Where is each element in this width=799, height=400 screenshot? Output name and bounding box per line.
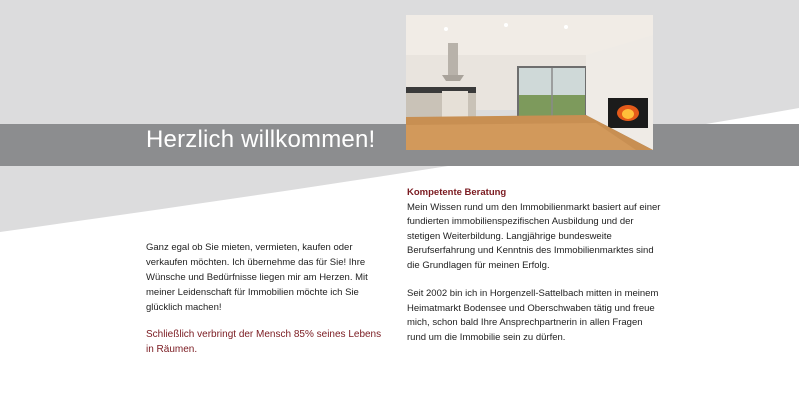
section-heading: Kompetente Beratung <box>407 187 507 198</box>
intro-text: Ganz egal ob Sie mieten, vermieten, kaufen oder verkaufen möchten. Ich übernehme das für Sie! Ihre Wünsche und Bedürfnisse liegen mir am Herzen. Mit meiner Leidenschaft für Immobilien möchte ich Sie glücklich machen! <box>146 242 368 313</box>
paragraph-expertise: Mein Wissen rund um den Immobilienmarkt basiert auf einer fundierten immobilienspezifischen Ausbildung und der stetigen Weiterbildung. Langjährige bundesweite Berufserfahrung und Kenntnis des Immobilienmarktes sind die Grundlagen für meinen Erfolg. <box>407 201 661 271</box>
highlight-text: Schließlich verbringt der Mensch 85% seines Lebens in Räumen. <box>146 329 382 355</box>
title-band <box>0 124 799 166</box>
page-title: Herzlich willkommen! <box>146 126 376 153</box>
hero-interior-photo <box>406 15 653 150</box>
paragraph-location: Seit 2002 bin ich in Horgenzell-Sattelbach mitten in meinem Heimatmarkt Bodensee und Oberschwaben tätig und freue mich, schon bald Ihre Ansprechpartnerin in allen Fragen rund um die Immobilie sein zu dürfen. <box>407 288 659 343</box>
consulting-column <box>407 186 662 345</box>
intro-column <box>146 240 386 357</box>
